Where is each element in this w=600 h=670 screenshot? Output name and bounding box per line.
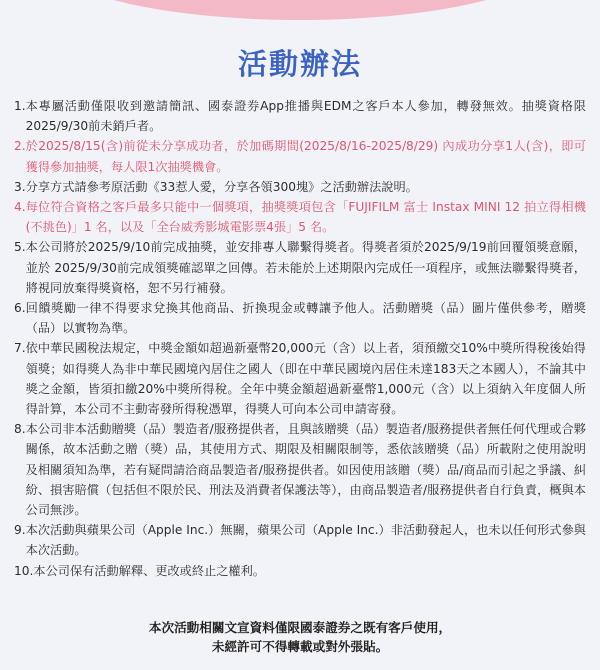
rule-item-10 (14, 561, 586, 581)
rule-item-4 (14, 197, 586, 237)
rule-text: 依中華民國稅法規定，中獎金額如超過新臺幣20,000元（含）以上者，須預繳交10%中獎所得稅後始得領獎；如得獎人為非中華民國境內居住之國人（即在中華民國境內居住未達183天之本國人），不論其中獎之金額，皆須扣繳20%中獎所得稅。全年中獎金額超過新臺幣1,000元（含）以上須納入年度個人所得計算，本公司不主動寄發所得稅憑單，得獎人可向本公司申請寄發。 (25, 341, 586, 417)
top-decorative-arc (50, 0, 550, 20)
page-title: 活動辦法 (237, 47, 362, 81)
rule-item-9 (14, 520, 586, 560)
footer-line-1: 本次活動相關文宣資料僅限國泰證券之既有客戶使用， (148, 620, 452, 635)
rules-list (14, 96, 586, 581)
rule-number: 1. (14, 99, 26, 113)
rule-text: 本公司非本活動贈獎（品）製造者/服務提供者，且與該贈獎（品）製造者/服務提供者無任何代理或合夥關係，故本活動之贈（獎）品，其使用方式、期限及相關限制等，悉依該贈獎（品）所載附之使用說明及相關須知為準，若有疑問請洽商品製造者/服務提供者。如因使用該贈（獎）品/商品而引起之爭議、糾紛、損害賠償（包括但不限於民、刑法及消費者保護法等），由商品製造者/服務提供者自行負責，概與本公司無涉。 (25, 422, 586, 518)
rule-number: 9. (14, 523, 26, 538)
footer-line-2: 未經許可不得轉載或對外張貼。 (211, 639, 389, 654)
footer-disclaimer (0, 618, 600, 656)
rule-number: 7. (14, 341, 26, 356)
rule-number: 10. (14, 563, 34, 578)
rule-text: 分享方式請參考原活動《33惹人愛，分享各領300塊》之活動辦法說明。 (25, 179, 418, 194)
rule-item-2 (14, 136, 586, 176)
rule-text: 本專屬活動僅限收到邀請簡訊、國泰證券App推播與EDM之客戶本人參加，轉發無效。抽獎資格限2025/9/30前未銷戶者。 (25, 99, 586, 134)
rule-item-5 (14, 237, 586, 298)
rule-number: 5. (14, 240, 26, 255)
rule-item-7 (14, 338, 586, 419)
rule-text: 每位符合資格之客戶最多只能中一個獎項，抽獎獎項包含「FUJIFILM 富士 Instax MINI 12 拍立得相機(不挑色)」1 名，以及「全台威秀影城電影票4張」5 名。 (25, 200, 586, 235)
rule-number: 2. (14, 139, 26, 154)
rule-text: 本次活動與蘋果公司（Apple Inc.）無關，蘋果公司（Apple Inc.）非活動發起人，也未以任何形式參與本次活動。 (25, 523, 586, 558)
rule-number: 4. (14, 200, 26, 215)
rule-item-6 (14, 298, 586, 338)
rule-text: 回饋獎勵一律不得要求兌換其他商品、折換現金或轉讓予他人。活動贈獎（品）圖片僅供參考，贈獎（品）以實物為準。 (25, 301, 586, 336)
rule-number: 3. (14, 179, 26, 194)
rule-text: 本公司保有活動解釋、更改或終止之權利。 (33, 563, 265, 578)
rule-number: 8. (14, 422, 26, 437)
rule-text: 本公司將於2025/9/10前完成抽獎，並安排專人聯繫得獎者。得獎者須於2025/9/19前回覆領獎意願，並於 2025/9/30前完成領獎確認單之回傳。若未能於上述期限內完成任一項程序，或無法聯繫得獎者，將視同放棄得獎資格，恕不另行補發。 (25, 240, 586, 295)
rule-item-3 (14, 177, 586, 197)
rule-text: 於2025/8/15(含)前從未分享成功者，於加碼期間(2025/8/16-2025/8/29) 內成功分享1人(含)，即可獲得參加抽獎，每人限1次抽獎機會。 (25, 139, 586, 174)
rule-number: 6. (14, 301, 26, 316)
rule-item-1 (14, 96, 586, 136)
rule-item-8 (14, 419, 586, 520)
